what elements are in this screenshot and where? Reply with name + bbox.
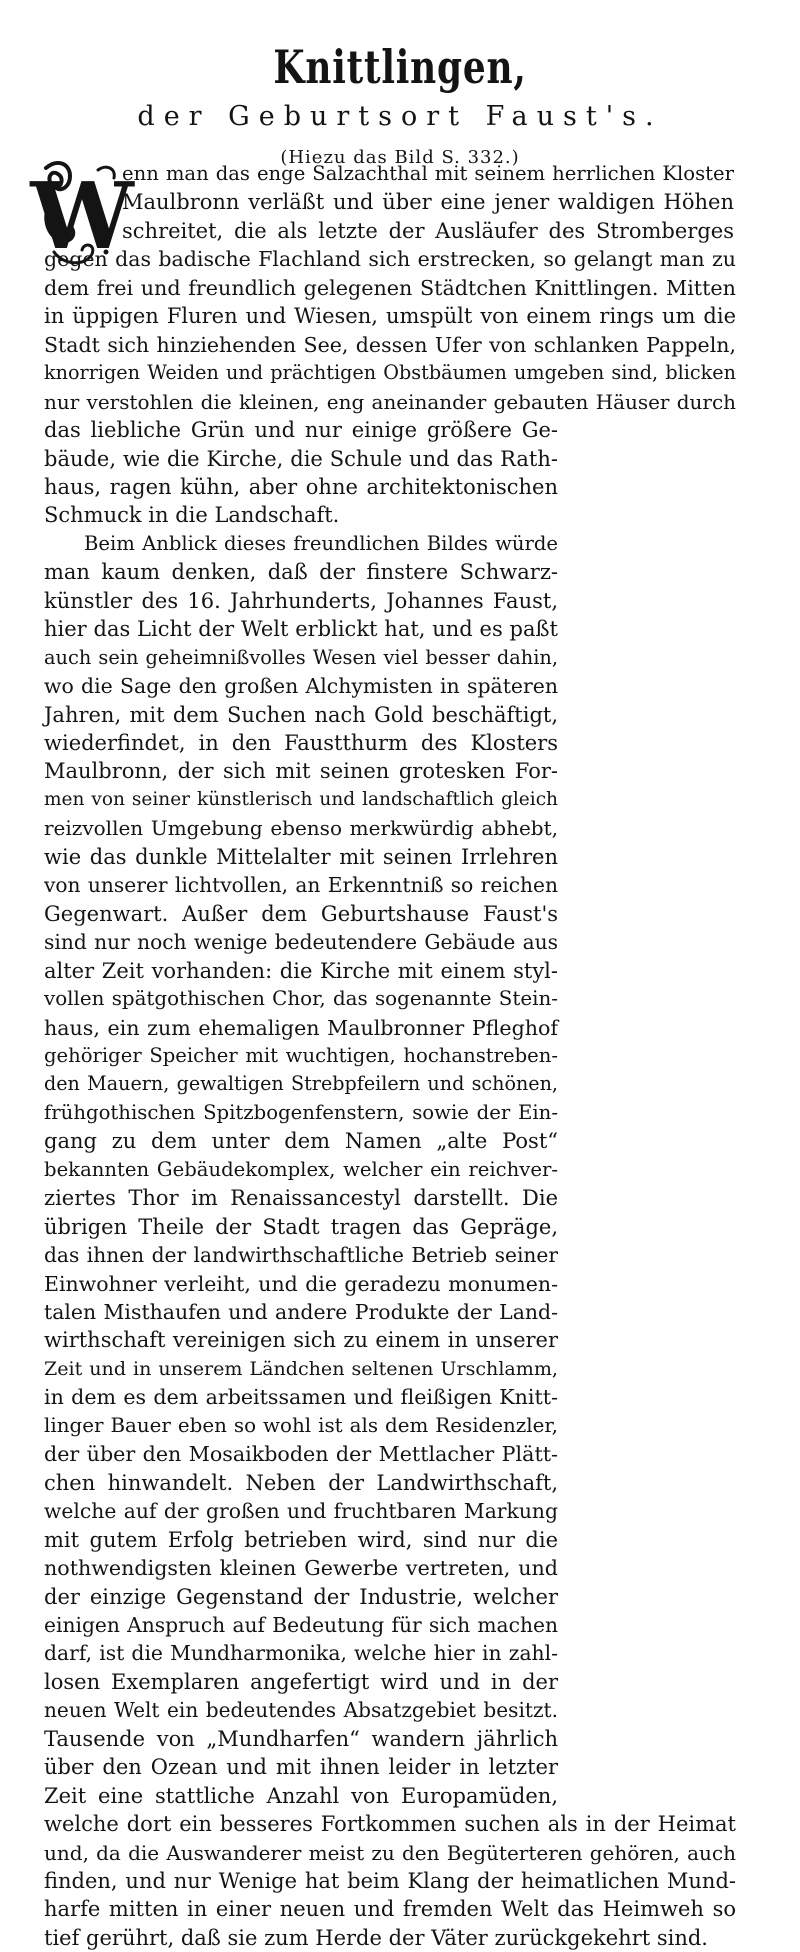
article-line: alter Zeit vorhanden: die Kirche mit einem styl- [44, 958, 558, 983]
article-line: bekannten Gebäudekomplex, welcher ein reichver- [44, 1157, 558, 1181]
article-line: mit gutem Erfolg betrieben wird, sind nur die [44, 1527, 558, 1552]
article-line: hier das Licht der Welt erblickt hat, und es paßt [44, 617, 558, 642]
article-line: man kaum denken, daß der finstere Schwarz- [44, 560, 558, 585]
article-line: einigen Anspruch auf Bedeutung für sich machen [44, 1612, 558, 1637]
article-line: Einwohner verleiht, und die geradezu monumen- [44, 1271, 558, 1296]
article-line: Stadt sich hinziehenden See, dessen Ufer von schlanken Pappeln, [44, 332, 736, 357]
article-line: men von seiner künstlerisch und landschaftlich gleich [44, 788, 558, 810]
article-line: Beim Anblick dieses freundlichen Bildes würde [84, 531, 558, 555]
article-line: und, da die Auswanderer meist zu den Begüterteren gehören, auch [44, 1840, 736, 1865]
article-line: neuen Welt ein bedeutendes Absatzgebiet besitzt. [44, 1698, 558, 1723]
article-line: welche dort ein besseres Fortkommen suchen als in der Heimat [44, 1812, 736, 1837]
article-line: auch sein geheimnißvolles Wesen viel besser dahin, [44, 645, 558, 669]
article-line: schreitet, die als letzte der Ausläufer des Stromberges [122, 218, 734, 243]
article-line: finden, und nur Wenige hat beim Klang der heimatlichen Mund- [44, 1869, 736, 1893]
article-line: Maulbronn verläßt und über eine jener waldigen Höhen [122, 190, 734, 215]
article-line: haus, ragen kühn, aber ohne architektonischen [44, 474, 558, 499]
article-line: übrigen Theile der Stadt tragen das Gepräge, [44, 1214, 558, 1239]
article-line: knorrigen Weiden und prächtigen Obstbäumen umgeben sind, blicken [44, 361, 736, 385]
article-line: den Mauern, gewaltigen Strebpfeilern und schönen, [44, 1072, 558, 1096]
article-line: wie das dunkle Mittelalter mit seinen Irrlehren [44, 844, 558, 869]
article-line: nothwendigsten kleinen Gewerbe vertreten, und [44, 1556, 558, 1581]
article-line: gehöriger Speicher mit wuchtigen, hochanstreben- [44, 1043, 558, 1067]
article-line: wiederfindet, in den Faustthurm des Klosters [44, 731, 558, 755]
article-line: harfe mitten in einer neuen und fremden Welt das Heimweh so [44, 1897, 736, 1922]
article-line: der einzige Gegenstand der Industrie, welcher [44, 1584, 558, 1609]
article-line: haus, ein zum ehemaligen Maulbronner Pfleghof [44, 1015, 558, 1040]
article-line: von unserer lichtvollen, an Erkenntniß so reichen [44, 873, 558, 898]
article-line: über den Ozean und mit ihnen leider in letzter [44, 1755, 558, 1780]
article-line: Maulbronn, der sich mit seinen grotesken For- [44, 759, 558, 784]
article-line: künstler des 16. Jahrhunderts, Johannes Faust, [44, 588, 558, 613]
article-line: vollen spätgothischen Chor, das sogenannte Stein- [44, 987, 558, 1011]
article-line: Jahren, mit dem Suchen nach Gold beschäftigt, [44, 702, 558, 727]
article-line: wo die Sage den großen Alchymisten in späteren [44, 674, 558, 699]
article-title: Knittlingen, [273, 40, 527, 94]
article-line: enn man das enge Salzachthal mit seinem herrlichen Kloster [122, 162, 734, 185]
article-line: Tausende von „Mundharfen“ wandern jährlich [44, 1726, 558, 1751]
article-line: chen hinwandelt. Neben der Landwirthschaft, [44, 1470, 558, 1495]
article-line: gegen das badische Flachland sich erstrecken, so gelangt man zu [44, 247, 736, 272]
article-line: gang zu dem unter dem Namen „alte Post“ [44, 1129, 558, 1154]
article-subtitle: der Geburtsort Faust's. [137, 101, 663, 132]
drop-cap-letter: W [30, 162, 134, 270]
article-line: bäude, wie die Kirche, die Schule und das Rath- [44, 446, 558, 471]
article-line: Schmuck in die Landschaft. [44, 503, 340, 528]
article-line: welche auf der großen und fruchtbaren Markung [44, 1499, 558, 1524]
article-line: Zeit und in unserem Ländchen seltenen Urschlamm, [44, 1357, 558, 1380]
article-line: nur verstohlen die kleinen, eng aneinander gebauten Häuser durch [44, 389, 736, 414]
illustration-reference: (Hiezu das Bild S. 332.) [280, 147, 520, 168]
article-line: dem frei und freundlich gelegenen Städtchen Knittlingen. Mitten [44, 275, 736, 300]
article-line: das ihnen der landwirthschaftliche Betrieb seiner [44, 1243, 558, 1268]
article-line: losen Exemplaren angefertigt wird und in der [44, 1669, 558, 1694]
article-line: der über den Mosaikboden der Mettlacher Plätt- [44, 1442, 558, 1467]
article-line: sind nur noch wenige bedeutendere Gebäude aus [44, 930, 558, 955]
article-line: das liebliche Grün und nur einige größere Ge- [44, 418, 558, 443]
article-line: Gegenwart. Außer dem Geburtshause Faust's [44, 901, 558, 926]
article-line: talen Misthaufen und andere Produkte der Land- [44, 1300, 558, 1324]
article-line: linger Bauer eben so wohl ist als dem Residenzler, [44, 1413, 558, 1437]
article-line: darf, ist die Mundharmonika, welche hier in zahl- [44, 1641, 558, 1666]
article-line: in üppigen Fluren und Wiesen, umspült von einem rings um die [44, 304, 736, 329]
article-line: frühgothischen Spitzbogenfenstern, sowie der Ein- [44, 1100, 558, 1124]
article-line: ziertes Thor im Renaissancestyl darstellt. Die [44, 1186, 558, 1211]
article-line: Zeit eine stattliche Anzahl von Europamüden, [44, 1783, 558, 1808]
article-line: reizvollen Umgebung ebenso merkwürdig abhebt, [44, 816, 558, 841]
article-line: wirthschaft vereinigen sich zu einem in unserer [44, 1328, 558, 1353]
article-line: in dem es dem arbeitssamen und fleißigen Knitt- [44, 1385, 558, 1410]
article-line: tief gerührt, daß sie zum Herde der Väter zurückgekehrt sind. [44, 1925, 708, 1950]
